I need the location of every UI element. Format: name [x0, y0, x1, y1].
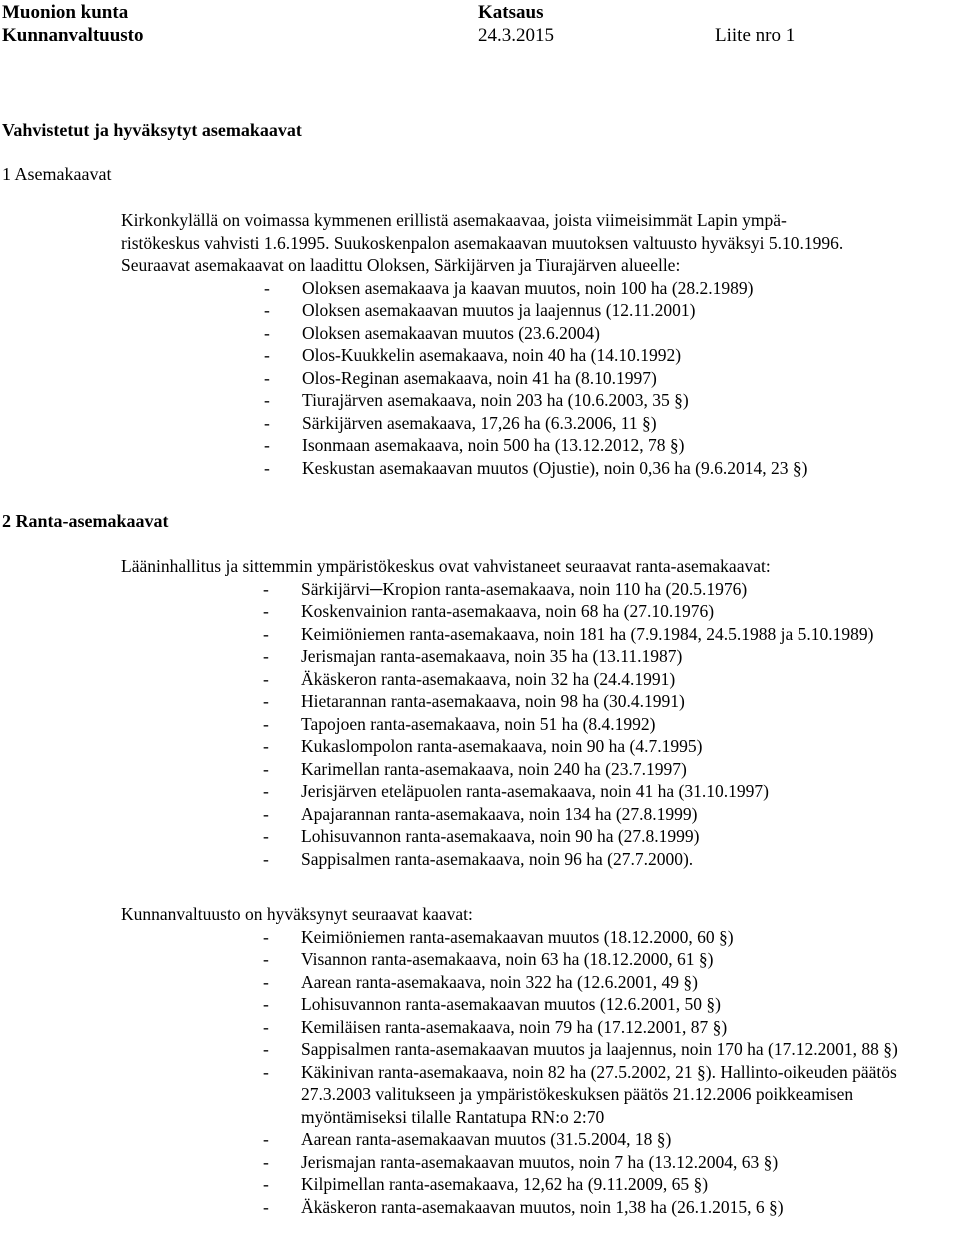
list-item — [263, 848, 951, 871]
list-dash: - — [263, 1061, 269, 1082]
list-dash: - — [263, 803, 269, 824]
list-dash: - — [263, 994, 269, 1014]
confirmed-plan-list — [263, 578, 951, 871]
list-item-text: Tapojoen ranta-asemakaava, noin 51 ha (8.4.1992) — [301, 713, 656, 734]
list-dash: - — [264, 322, 270, 343]
list-item — [263, 758, 951, 781]
section1-intro-line: ristökeskus vahvisti 1.6.1995. Suukoskenpalon asemakaavan muutoksen valtuusto hyväksyi 5.10.1996. — [121, 232, 844, 253]
approved-plan-list — [263, 926, 953, 1219]
list-item — [263, 600, 951, 623]
list-dash: - — [264, 345, 270, 365]
list-item-text: Koskenvainion ranta-asemakaava, noin 68 ha (27.10.1976) — [301, 601, 715, 621]
list-dash: - — [264, 300, 270, 320]
list-dash: - — [263, 971, 269, 992]
list-item-text: Lohisuvannon ranta-asemakaavan muutos (12.6.2001, 50 §) — [301, 994, 721, 1014]
list-item — [263, 623, 951, 646]
list-item — [263, 1128, 953, 1151]
section2-approved-body — [121, 903, 951, 1218]
list-dash: - — [263, 1129, 269, 1149]
list-item-text: Äkäskeron ranta-asemakaava, noin 32 ha (24.4.1991) — [301, 668, 676, 689]
section2-heading: 2 Ranta-asemakaavat — [2, 511, 169, 531]
list-dash: - — [263, 736, 269, 756]
list-item-text: Keimiöniemen ranta-asemakaavan muutos (18.12.2000, 60 §) — [301, 926, 734, 947]
list-item — [264, 277, 951, 300]
list-item — [263, 1196, 953, 1219]
list-item — [263, 690, 951, 713]
section2-intro: Lääninhallitus ja sittemmin ympäristökeskus ovat vahvistaneet seuraavat ranta-asemakaavat: — [121, 556, 771, 576]
list-item-text: Kukaslompolon ranta-asemakaava, noin 90 ha (4.7.1995) — [301, 736, 703, 756]
list-item — [263, 780, 951, 803]
section1-intro-line: Seuraavat asemakaavat on laadittu Oloksen, Särkijärven ja Tiurajärven alueelle: — [121, 255, 681, 275]
list-item — [264, 412, 951, 435]
list-item-text: Keimiöniemen ranta-asemakaava, noin 181 ha (7.9.1984, 24.5.1988 ja 5.10.1989) — [301, 623, 874, 644]
list-item-text: Jerismajan ranta-asemakaavan muutos, noin 7 ha (13.12.2004, 63 §) — [301, 1151, 779, 1172]
list-item-text: Särkijärven asemakaava, 17,26 ha (6.3.2006, 11 §) — [302, 412, 657, 433]
list-dash: - — [263, 826, 269, 846]
list-item-text: Olos-Kuukkelin asemakaava, noin 40 ha (14.10.1992) — [302, 345, 682, 365]
section1-heading: 1 Asemakaavat — [2, 164, 112, 184]
list-item-text: Tiurajärven asemakaava, noin 203 ha (10.6.2003, 35 §) — [302, 390, 689, 410]
section2-body — [121, 555, 951, 870]
list-dash: - — [263, 578, 269, 599]
list-item-text: Lohisuvannon ranta-asemakaava, noin 90 ha (27.8.1999) — [301, 826, 700, 846]
list-item-text: Karimellan ranta-asemakaava, noin 240 ha (23.7.1997) — [301, 758, 687, 779]
list-item-text: Apajarannan ranta-asemakaava, noin 134 ha (27.8.1999) — [301, 803, 698, 824]
list-dash: - — [263, 926, 269, 947]
list-item — [263, 713, 951, 736]
list-dash: - — [263, 949, 269, 969]
list-item-text: Isonmaan asemakaava, noin 500 ha (13.12.2012, 78 §) — [302, 435, 685, 455]
section1-body — [121, 209, 951, 479]
list-dash: - — [264, 277, 270, 298]
list-item — [263, 971, 953, 994]
list-item — [264, 344, 951, 367]
list-item — [264, 322, 951, 345]
list-dash: - — [263, 1174, 269, 1194]
document-title: Vahvistetut ja hyväksytyt asemakaavat — [2, 120, 302, 140]
list-item-text: Käkinivan ranta-asemakaava, noin 82 ha (27.5.2002, 21 §). Hallinto-oikeuden päätös 27.3.2003 valitukseen ja ympäristökeskuksen päätös 21.12.2006 poikkeamisen myöntämiseksi tilalle Rantatupa RN:o 2:70 — [301, 1061, 897, 1127]
list-item — [264, 434, 951, 457]
header-date: 24.3.2015 — [478, 25, 554, 46]
header-attachment: Liite nro 1 — [715, 25, 796, 46]
list-item — [263, 1151, 953, 1174]
list-dash: - — [263, 646, 269, 666]
list-dash: - — [263, 623, 269, 644]
list-dash: - — [263, 601, 269, 621]
list-dash: - — [263, 1151, 269, 1172]
list-dash: - — [263, 848, 269, 869]
list-item — [264, 389, 951, 412]
asemakaava-list — [264, 277, 951, 480]
header-body: Kunnanvaltuusto — [2, 25, 144, 46]
list-item-text: Oloksen asemakaavan muutos ja laajennus (12.11.2001) — [302, 300, 696, 320]
list-item-text: Oloksen asemakaava ja kaavan muutos, noin 100 ha (28.2.1989) — [302, 277, 754, 298]
list-dash: - — [264, 457, 270, 478]
list-item-text: Jerisjärven eteläpuolen ranta-asemakaava, noin 41 ha (31.10.1997) — [301, 781, 769, 801]
list-item-text: Aarean ranta-asemakaava, noin 322 ha (12.6.2001, 49 §) — [301, 971, 699, 992]
list-item — [263, 926, 953, 949]
list-dash: - — [264, 390, 270, 410]
section1-intro-line: Kirkonkylällä on voimassa kymmenen erillistä asemakaavaa, joista viimeisimmät Lapin ympä- — [121, 210, 787, 230]
list-item — [263, 1038, 953, 1061]
list-item — [264, 299, 951, 322]
list-dash: - — [264, 367, 270, 388]
list-item-text: Sappisalmen ranta-asemakaavan muutos ja laajennus, noin 170 ha (17.12.2001, 88 §) — [301, 1039, 898, 1059]
list-dash: - — [263, 1016, 269, 1037]
list-dash: - — [263, 713, 269, 734]
list-item-text: Sappisalmen ranta-asemakaava, noin 96 ha (27.7.2000). — [301, 848, 694, 869]
list-item-text: Olos-Reginan asemakaava, noin 41 ha (8.10.1997) — [302, 367, 657, 388]
list-item-text: Hietarannan ranta-asemakaava, noin 98 ha (30.4.1991) — [301, 691, 685, 711]
list-dash: - — [263, 758, 269, 779]
list-item — [263, 803, 951, 826]
list-dash: - — [264, 412, 270, 433]
list-dash: - — [263, 1039, 269, 1059]
list-item — [263, 993, 953, 1016]
list-item — [263, 735, 951, 758]
list-item — [264, 367, 951, 390]
list-item-text: Kilpimellan ranta-asemakaava, 12,62 ha (9.11.2009, 65 §) — [301, 1174, 709, 1194]
list-item — [263, 668, 951, 691]
list-item — [263, 1016, 953, 1039]
list-dash: - — [264, 435, 270, 455]
list-item-text: Oloksen asemakaavan muutos (23.6.2004) — [302, 322, 600, 343]
list-item — [263, 1061, 953, 1129]
list-item — [263, 645, 951, 668]
list-item-text: Särkijärvi─Kropion ranta-asemakaava, noin 110 ha (20.5.1976) — [301, 578, 748, 599]
list-dash: - — [263, 1196, 269, 1217]
list-dash: - — [263, 668, 269, 689]
header-doc-type: Katsaus — [478, 2, 544, 23]
list-item — [263, 1173, 953, 1196]
list-item — [263, 578, 951, 601]
list-item-text: Aarean ranta-asemakaavan muutos (31.5.2004, 18 §) — [301, 1129, 672, 1149]
list-item-text: Visannon ranta-asemakaava, noin 63 ha (18.12.2000, 61 §) — [301, 949, 714, 969]
list-dash: - — [263, 781, 269, 801]
list-item — [263, 948, 953, 971]
list-dash: - — [263, 691, 269, 711]
approved-intro: Kunnanvaltuusto on hyväksynyt seuraavat kaavat: — [121, 904, 473, 924]
list-item-text: Keskustan asemakaavan muutos (Ojustie), noin 0,36 ha (9.6.2014, 23 §) — [302, 457, 808, 478]
list-item-text: Jerismajan ranta-asemakaava, noin 35 ha (13.11.1987) — [301, 646, 683, 666]
list-item — [264, 457, 951, 480]
header-org: Muonion kunta — [2, 2, 129, 23]
list-item-text: Kemiläisen ranta-asemakaava, noin 79 ha (17.12.2001, 87 §) — [301, 1016, 728, 1037]
list-item-text: Äkäskeron ranta-asemakaavan muutos, noin 1,38 ha (26.1.2015, 6 §) — [301, 1196, 784, 1217]
list-item — [263, 825, 951, 848]
